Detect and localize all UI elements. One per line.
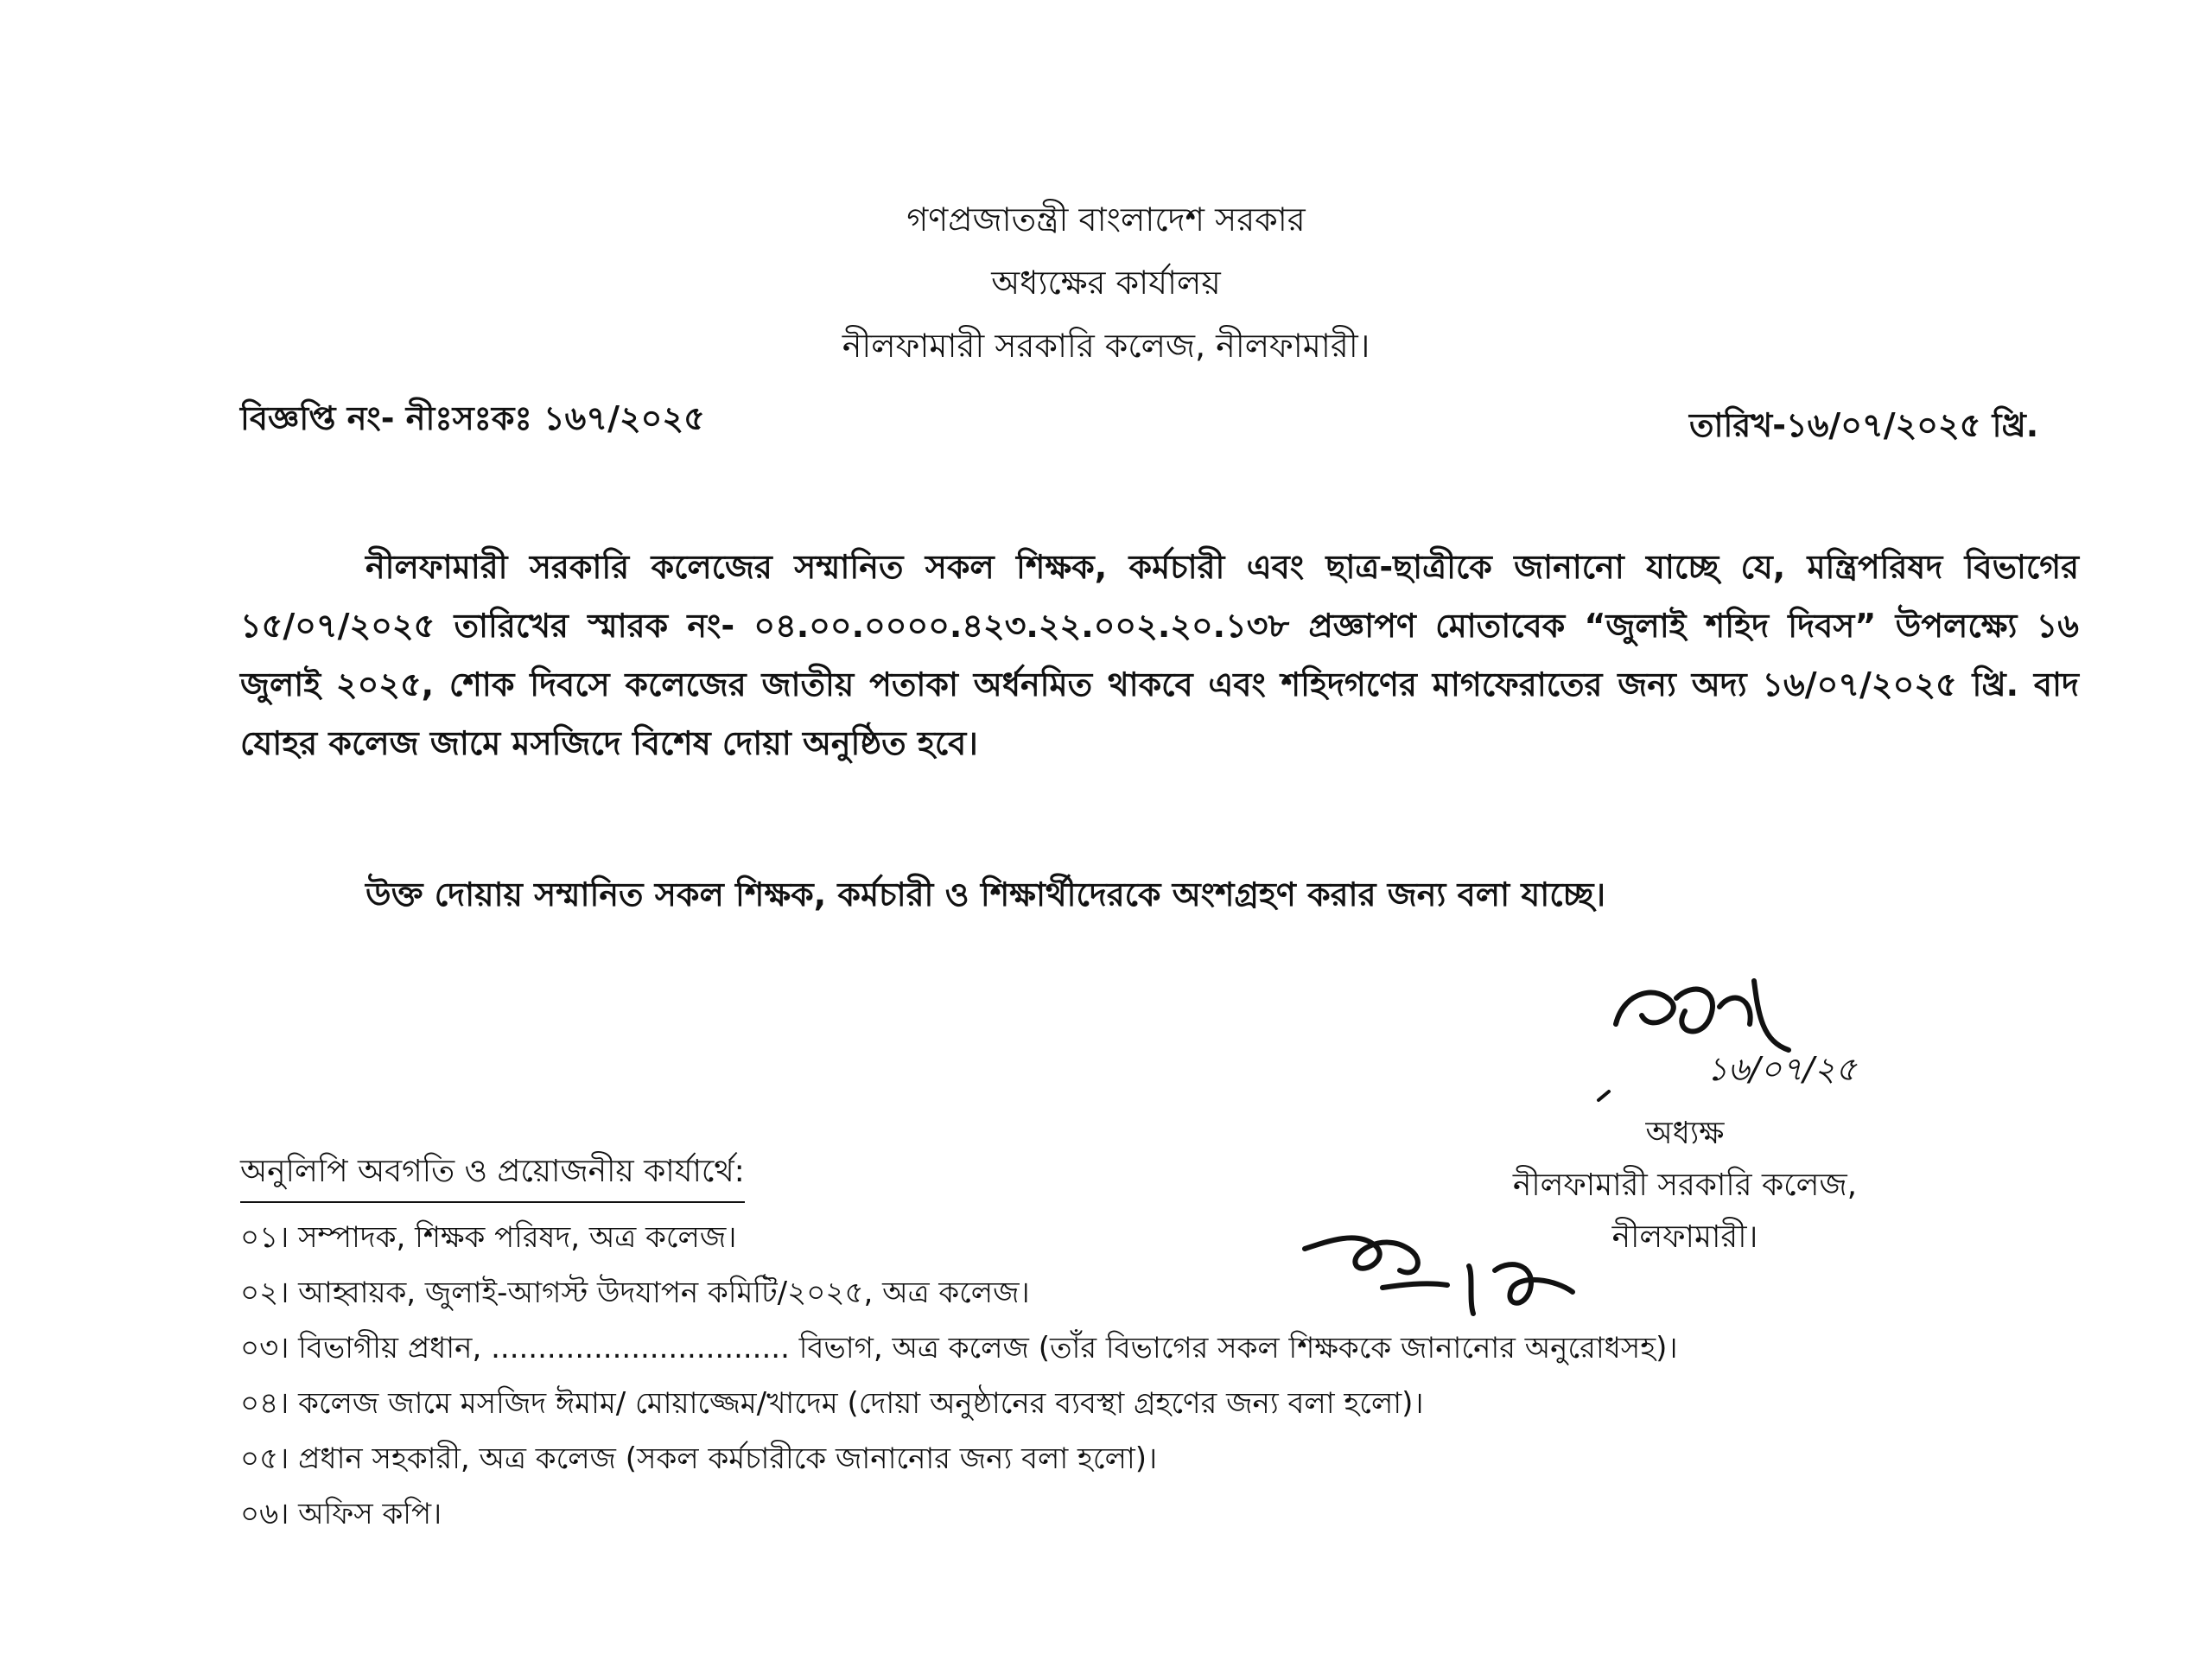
signatory-org-line2: নীলফামারী।	[1611, 1219, 1758, 1255]
copy-to-item-2: ০২। আহ্বায়ক, জুলাই-আগস্ট উদযাপন কমিটি/২০২৫, অত্র কলেজ।	[240, 1276, 1030, 1310]
memo-date-value: ১৬/০৭/২০২৫ খ্রি.	[1786, 406, 2039, 444]
memo-number: বিজ্ঞপ্তি নং- নীঃসঃকঃ ১৬৭/২০২৫	[240, 399, 705, 437]
signature-date: ১৬/০৭/২৫	[1707, 1050, 1857, 1088]
copy-to-item-5: ০৫। প্রধান সহকারী, অত্র কলেজ (সকল কর্মচারীকে জানানোর জন্য বলা হলো)।	[240, 1441, 1158, 1476]
institution-name: নীলফামারী সরকারি কলেজ, নীলফামারী।	[842, 327, 1370, 365]
copy-to-item-1: ০১। সম্পাদক, শিক্ষক পরিষদ, অত্র কলেজ।	[240, 1220, 737, 1255]
copy-to-item-6: ০৬। অফিস কপি।	[240, 1497, 442, 1531]
signatory-title: অধ্যক্ষ	[1645, 1116, 1725, 1151]
body-paragraph-1-text: নীলফামারী সরকারি কলেজের সম্মানিত সকল শিক্ষক, কর্মচারী এবং ছাত্র-ছাত্রীকে জানানো যাচ্ছে যে, মন্ত্রিপরিষদ বিভাগের ১৫/০৭/২০২৫ তারিখের স্মারক নং- ০৪.০০.০০০০.৪২৩.২২.০০২.২০.১৩৮ প্রজ্ঞাপণ মোতাবেক “জুলাই শহিদ দিবস” উপলক্ষ্যে ১৬ জুলাই ২০২৫, শোক দিবসে কলেজের জাতীয় পতাকা অর্ধনমিত থাকবে এবং শহিদগণের মাগফেরাতের জন্য অদ্য ১৬/০৭/২০২৫ খ্রি. বাদ যোহর কলেজ জামে মসজিদে বিশেষ দোয়া অনুষ্ঠিত হবে।	[240, 548, 2079, 762]
body-paragraph-1	[240, 538, 2079, 773]
body-paragraph-2: উক্ত দোয়ায় সম্মানিত সকল শিক্ষক, কর্মচারী ও শিক্ষার্থীদেরকে অংশগ্রহণ করার জন্য বলা যাচ্ছে।	[365, 875, 1606, 913]
office-name: অধ্যক্ষের কার্যালয়	[991, 264, 1221, 302]
memo-date	[1689, 406, 2038, 446]
signatory-org-line1: নীলফামারী সরকারি কলেজ,	[1512, 1168, 1858, 1203]
copy-to-item-4: ০৪। কলেজ জামে মসজিদ ঈমাম/ মোয়াজ্জেম/খাদেম (দোয়া অনুষ্ঠানের ব্যবস্থা গ্রহণের জন্য বলা হলো)।	[240, 1386, 1424, 1421]
copy-to-heading: অনুলিপি অবগতি ও প্রয়োজনীয় কার্যার্থে:	[240, 1148, 745, 1203]
memo-date-prefix: তারিখ-	[1689, 406, 1787, 444]
copy-to-list	[240, 1210, 1678, 1542]
govt-name: গণপ্রজাতন্ত্রী বাংলাদেশ সরকার	[906, 200, 1306, 239]
copy-to-item-3: ০৩। বিভাগীয় প্রধান, ................................ বিভাগ, অত্র কলেজ (তাঁর বিভাগের সকল শিক্ষককে জানানোর অনুরোধসহ)।	[240, 1331, 1678, 1365]
